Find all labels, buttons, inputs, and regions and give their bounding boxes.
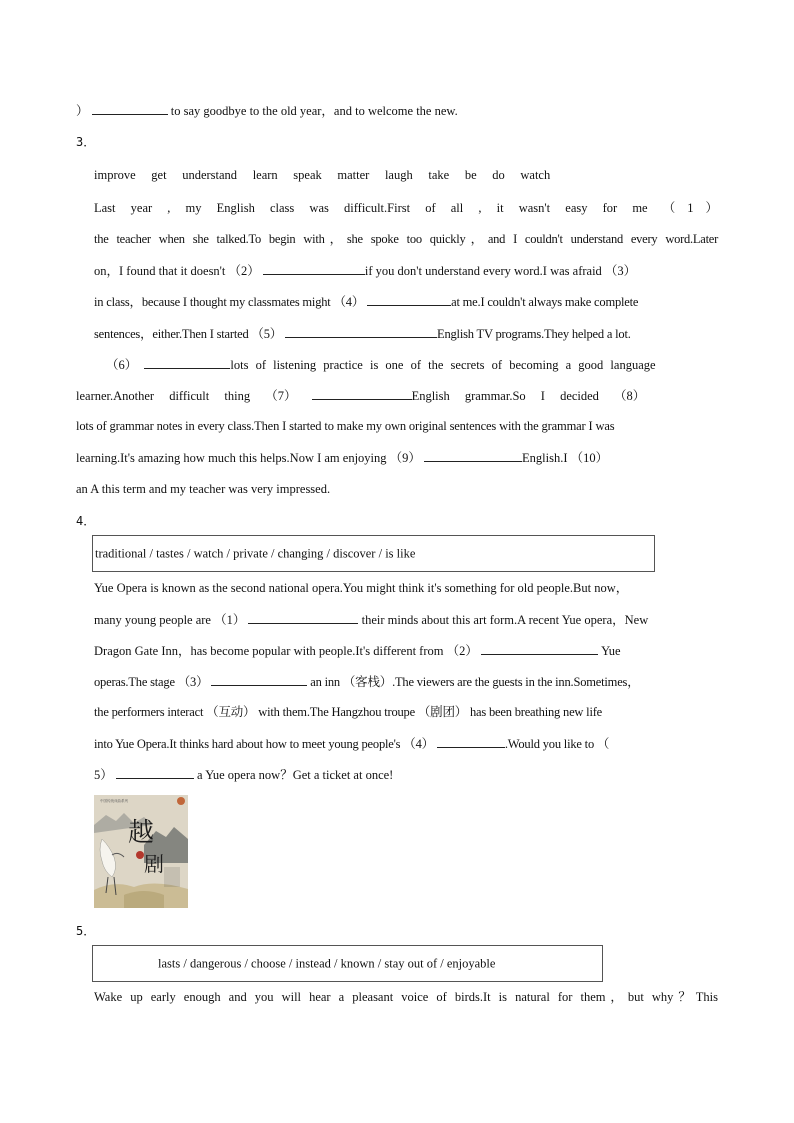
q3-line-9 <box>76 449 608 466</box>
answer-blank-2[interactable] <box>481 642 598 655</box>
answer-blank-1[interactable] <box>248 611 358 624</box>
passage-text: operas.The stage （3） <box>94 675 209 689</box>
q3-line-3 <box>94 262 636 279</box>
passage-text: the teacher when she talked.To begin with，she spoke too quickly，and I couldn't understand every word.Later <box>94 232 718 246</box>
q3-line-2 <box>94 231 718 247</box>
word-bank-item: watch <box>520 168 551 182</box>
q4-word-bank-box <box>92 535 655 572</box>
passage-text: in class，because I thought my classmates might （4） <box>94 295 365 309</box>
q3-line-6 <box>106 356 718 373</box>
word-bank-item: get <box>151 168 167 182</box>
q4-line-4 <box>94 673 640 690</box>
passage-text: at me.I couldn't always make complete <box>451 295 639 309</box>
q4-line-1 <box>94 580 628 596</box>
passage-text: Yue <box>601 644 621 658</box>
passage-text: on，I found that it doesn't （2） <box>94 264 260 278</box>
q3-line-8 <box>76 418 615 434</box>
passage-text: lots of listening practice is one of the secrets of becoming a good language <box>230 358 656 372</box>
passage-text: sentences，either.Then I started （5） <box>94 327 283 341</box>
q4-line-6 <box>94 735 609 752</box>
answer-blank-2[interactable] <box>263 262 365 275</box>
q4-word-bank: traditional / tastes / watch / private / changing / discover / is like <box>95 546 416 560</box>
word-bank-item: learn <box>252 168 278 182</box>
q2-tail-text: to say goodbye to the old year，and to welcome the new. <box>170 104 458 118</box>
passage-text: lots of grammar notes in every class.Then I started to make my own original sentences with the grammar I was <box>76 419 615 433</box>
word-bank-item: do <box>492 168 505 182</box>
word-bank-item: speak <box>293 168 322 182</box>
poster-top-caption: 中国传统戏曲系列 <box>100 799 128 803</box>
q5-word-bank-box <box>92 945 603 982</box>
answer-blank[interactable] <box>92 102 168 115</box>
passage-text: （6） <box>106 358 138 372</box>
q4-line-3 <box>94 642 621 659</box>
answer-blank-9[interactable] <box>424 449 522 462</box>
poster-illustration <box>94 795 188 908</box>
yue-opera-poster-image <box>94 795 188 908</box>
answer-blank-3[interactable] <box>211 673 307 686</box>
passage-text: 5） <box>94 768 113 782</box>
word-bank-item: laugh <box>384 168 413 182</box>
q4-line-7 <box>94 766 393 783</box>
poster-title-char-2: 剧 <box>144 852 164 876</box>
passage-text: English TV programs.They helped a lot. <box>437 327 631 341</box>
passage-text: their minds about this art form.A recent Yue opera，New <box>361 613 649 627</box>
passage-text: English grammar.So I decided （8） <box>411 389 646 403</box>
question-number-3: 3． <box>76 135 96 149</box>
answer-blank-5[interactable] <box>285 325 437 338</box>
q2-tail-line <box>76 102 458 119</box>
word-bank-item: improve <box>94 168 136 182</box>
q3-line-5 <box>94 325 631 342</box>
q4-line-5 <box>94 704 602 720</box>
passage-text: Dragon Gate Inn，has become popular with people.It's different from （2） <box>94 644 478 658</box>
answer-blank-6[interactable] <box>144 356 230 369</box>
word-bank-item: understand <box>182 168 238 182</box>
passage-text: an A this term and my teacher was very impressed. <box>76 482 331 496</box>
passage-text: an inn （客栈）.The viewers are the guests in the inn.Sometimes， <box>310 675 640 689</box>
passage-text: many young people are （1） <box>94 613 246 627</box>
passage-text: .Would you like to （ <box>504 737 610 751</box>
answer-blank-4[interactable] <box>437 735 505 748</box>
word-bank-item: matter <box>337 168 370 182</box>
passage-text: the performers interact （互动） with them.The Hangzhou troupe （剧团） has been breathing new life <box>94 705 603 719</box>
q3-word-bank <box>94 167 550 183</box>
passage-text: a Yue opera now？Get a ticket at once! <box>197 768 394 782</box>
q4-line-2 <box>94 611 648 628</box>
word-bank-item: take <box>428 168 450 182</box>
q3-line-7 <box>76 387 645 404</box>
q3-line-10 <box>76 481 330 497</box>
passage-text: if you don't understand every word.I was afraid （3） <box>364 264 637 278</box>
poster-title-char-1: 越 <box>128 818 155 848</box>
passage-text: English.I （10） <box>522 451 609 465</box>
answer-blank-4[interactable] <box>367 293 451 306</box>
q2-tail-prefix: ） <box>76 104 89 118</box>
q3-line-4 <box>94 293 638 310</box>
passage-text: Yue Opera is known as the second national opera.You might think it's something for old people.But now， <box>94 581 629 595</box>
passage-text: learning.It's amazing how much this helps.Now I am enjoying （9） <box>76 451 421 465</box>
word-bank-item: be <box>464 168 477 182</box>
answer-blank-7[interactable] <box>312 387 412 400</box>
answer-blank-5[interactable] <box>116 766 194 779</box>
passage-text: Last year , my English class was difficult.First of all , it wasn't easy for me （1） <box>94 201 718 215</box>
question-number-5: 5． <box>76 924 96 938</box>
q5-line-1 <box>94 989 718 1005</box>
passage-text: learner.Another difficult thing （7） <box>76 389 297 403</box>
passage-text: Wake up early enough and you will hear a pleasant voice of birds.It is natural for them，but why？This <box>94 990 718 1004</box>
question-number-4: 4． <box>76 514 96 528</box>
q3-line-1 <box>94 200 718 216</box>
passage-text: into Yue Opera.It thinks hard about how to meet young people's （4） <box>94 737 434 751</box>
q5-word-bank: lasts / dangerous / choose / instead / known / stay out of / enjoyable <box>158 956 496 970</box>
